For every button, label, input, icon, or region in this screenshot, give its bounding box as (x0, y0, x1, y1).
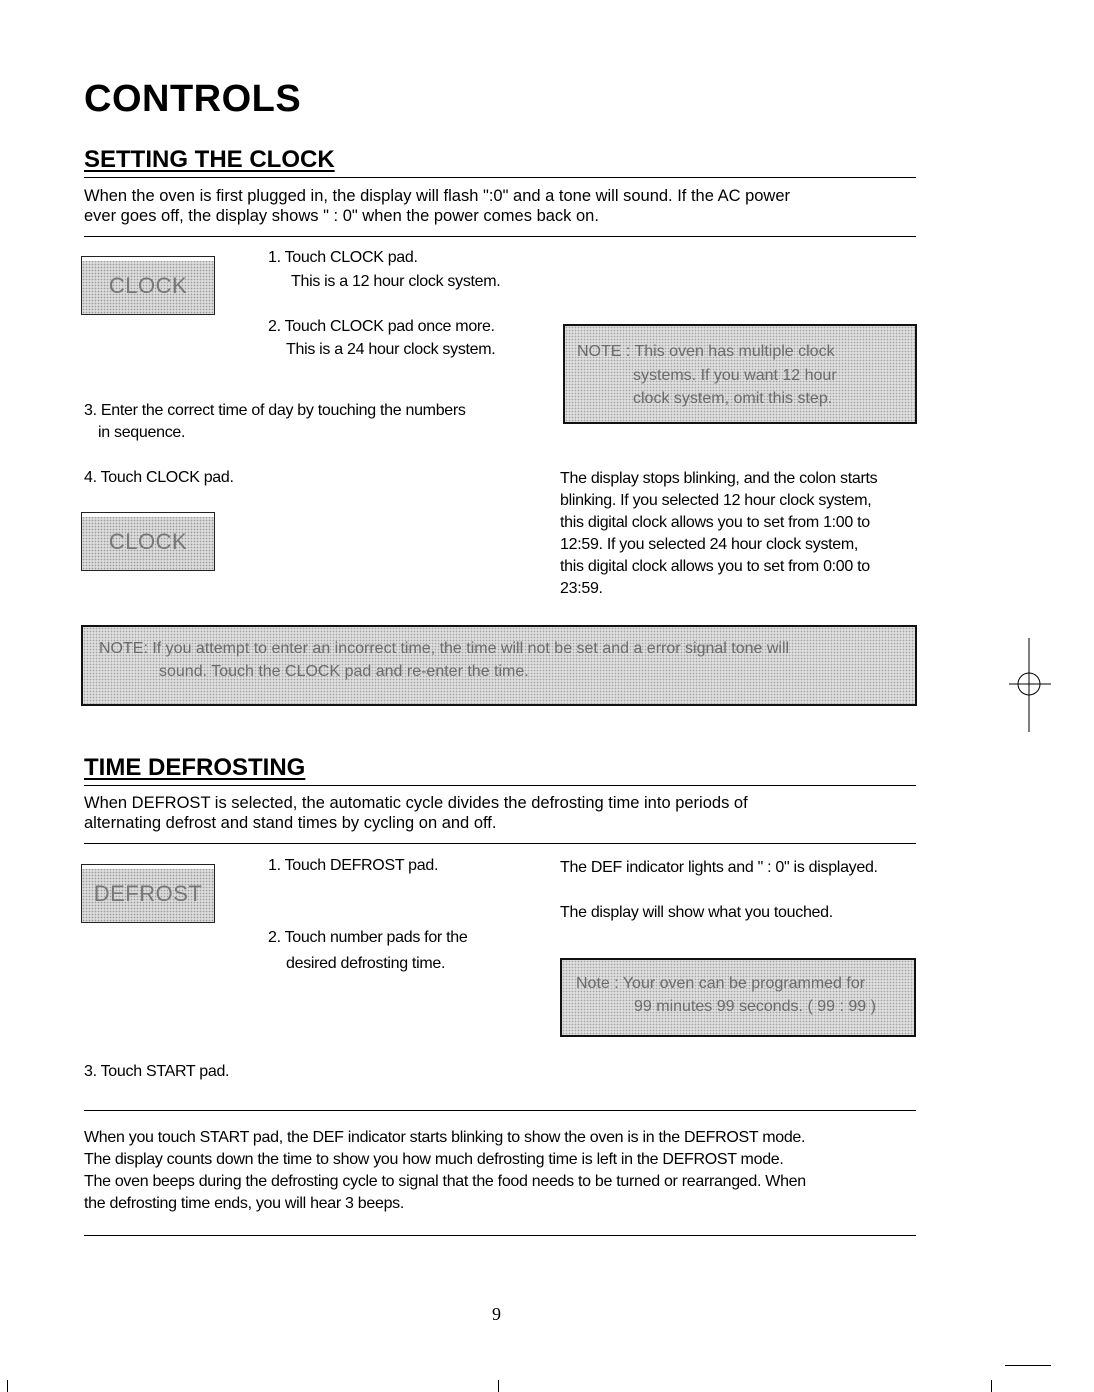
defrost-step1: 1. Touch DEFROST pad. (268, 857, 439, 874)
defrost-pad-label: DEFROST (93, 880, 203, 906)
defrost-intro-line2: alternating defrost and stand times by cycling on and off. (84, 814, 497, 832)
defrost-note-line1: Note : Your oven can be programmed for (576, 975, 866, 992)
defrost-note-box (560, 958, 916, 1037)
defrost-closing-line: When you touch START pad, the DEF indicator starts blinking to show the oven is in the DEFROST mode. (84, 1129, 806, 1146)
clock-intro-rule (84, 236, 916, 237)
registration-mark-icon (1005, 638, 1055, 732)
defrost-step2-result: The display will show what you touched. (560, 904, 833, 921)
clock-intro-line2: ever goes off, the display shows " : 0" when the power comes back on. (84, 207, 599, 225)
crop-mark-corner (1005, 1365, 1051, 1366)
clock-result-desc (560, 468, 877, 600)
defrost-note-line2: 99 minutes 99 seconds. ( 99 : 99 ) (634, 998, 876, 1015)
clock-error-note-box (81, 625, 917, 706)
clock-error-note-line1: NOTE: If you attempt to enter an incorrect time, the time will not be set and a error signal tone will (99, 640, 790, 657)
clock-pad-label-2: CLOCK (108, 528, 188, 554)
clock-error-note-line2: sound. Touch the CLOCK pad and re-enter the time. (159, 663, 529, 680)
defrost-closing-rule-bottom (84, 1235, 916, 1236)
clock-pad-label: CLOCK (108, 272, 188, 298)
crop-mark-right (991, 1380, 992, 1392)
crop-mark-center (498, 1380, 499, 1392)
clock-pad-image (81, 256, 215, 315)
clock-note-box (563, 324, 917, 424)
defrost-closing-rule-top (84, 1110, 916, 1111)
clock-step1-desc: This is a 12 hour clock system. (291, 273, 501, 290)
clock-note-line3: clock system, omit this step. (633, 390, 833, 407)
defrost-pad-image (81, 864, 215, 923)
clock-step2-title: 2. Touch CLOCK pad once more. (268, 318, 495, 335)
defrost-intro-rule (84, 843, 916, 844)
defrost-step3: 3. Touch START pad. (84, 1063, 230, 1080)
defrost-step2-line2: desired defrosting time. (286, 955, 446, 972)
defrost-heading-rule (84, 785, 916, 786)
clock-step3-line1: 3. Enter the correct time of day by touching the numbers (84, 402, 466, 419)
clock-note-line2: systems. If you want 12 hour (633, 367, 837, 384)
clock-section-heading: SETTING THE CLOCK (84, 146, 335, 173)
clock-result-line: 23:59. (560, 580, 603, 597)
clock-step3-line2: in sequence. (98, 424, 186, 441)
clock-intro-line1: When the oven is first plugged in, the display will flash ":0" and a tone will sound. If the AC power (84, 187, 791, 205)
clock-result-line: blinking. If you selected 12 hour clock system, (560, 492, 872, 509)
clock-result-line: this digital clock allows you to set from 1:00 to (560, 514, 870, 531)
clock-step1-title: 1. Touch CLOCK pad. (268, 249, 418, 266)
defrost-intro-line1: When DEFROST is selected, the automatic cycle divides the defrosting time into periods of (84, 794, 748, 812)
page-number: 9 (492, 1304, 501, 1324)
page-title: CONTROLS (84, 78, 302, 120)
defrost-section-heading: TIME DEFROSTING (84, 754, 306, 781)
clock-result-line: The display stops blinking, and the colon starts (560, 470, 878, 487)
clock-step2-desc: This is a 24 hour clock system. (286, 341, 496, 358)
clock-result-line: this digital clock allows you to set from 0:00 to (560, 558, 870, 575)
clock-step4-title: 4. Touch CLOCK pad. (84, 469, 234, 486)
defrost-closing-line: the defrosting time ends, you will hear 3 beeps. (84, 1195, 405, 1212)
defrost-closing-line: The display counts down the time to show you how much defrosting time is left in the DEFROST mode. (84, 1151, 784, 1168)
defrost-step1-result: The DEF indicator lights and " : 0" is displayed. (560, 859, 878, 876)
clock-result-line: 12:59. If you selected 24 hour clock system, (560, 536, 859, 553)
clock-pad-image-2 (81, 512, 215, 571)
clock-heading-rule (84, 177, 916, 178)
defrost-closing-line: The oven beeps during the defrosting cycle to signal that the food needs to be turned or rearranged. When (84, 1173, 806, 1190)
clock-note-line1: NOTE : This oven has multiple clock (577, 343, 835, 360)
defrost-closing-paragraph (84, 1127, 806, 1215)
crop-mark-left (7, 1380, 8, 1392)
defrost-step2-line1: 2. Touch number pads for the (268, 929, 468, 946)
